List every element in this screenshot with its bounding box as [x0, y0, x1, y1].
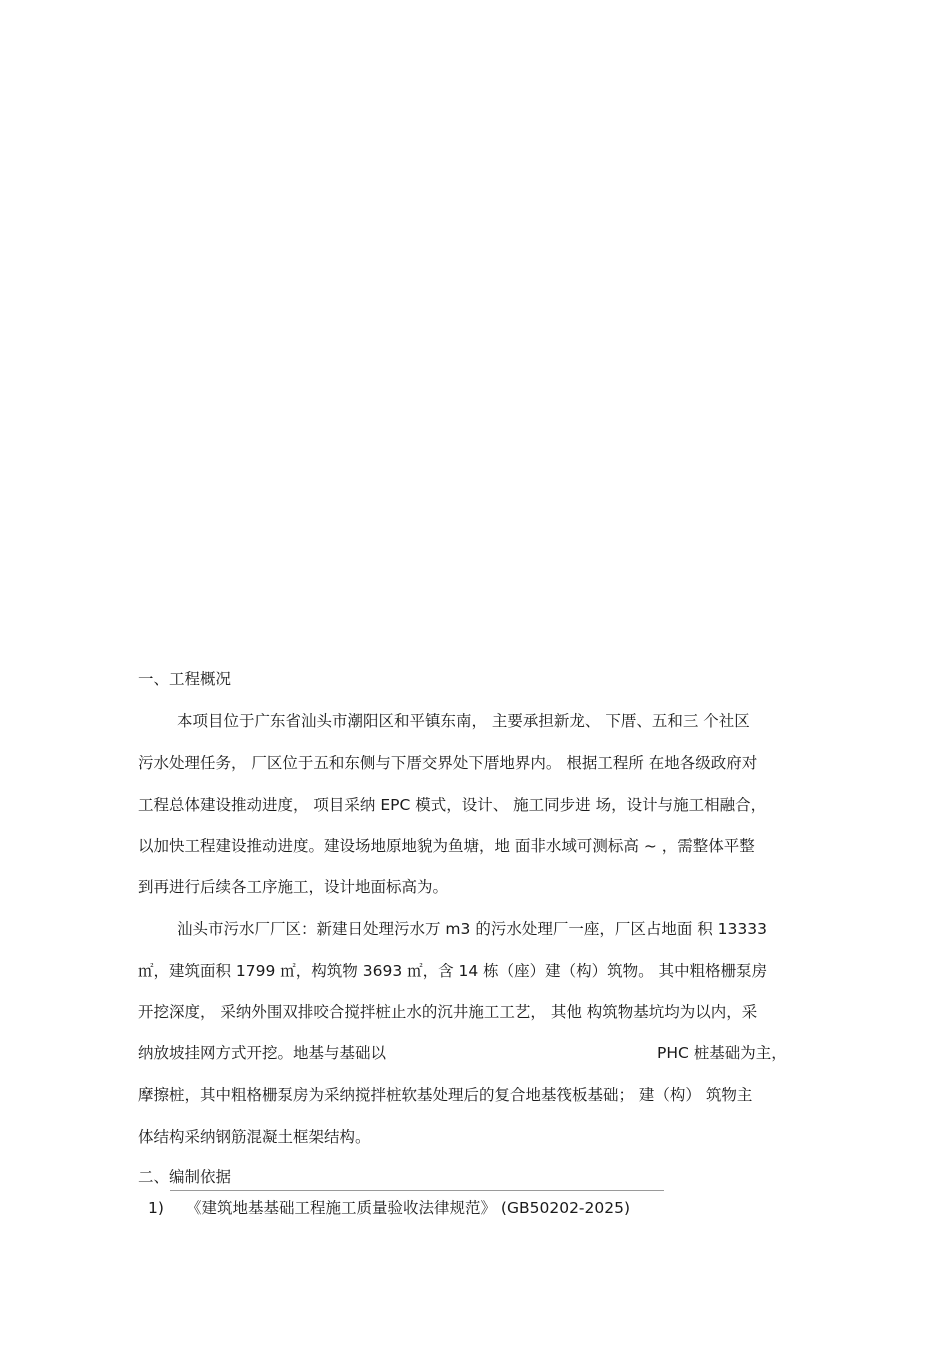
reference-number: 1): [148, 1199, 164, 1217]
section-title-basis: 二、编制依据: [138, 1168, 232, 1186]
paragraph-line: 工程总体建设推动进度， 项目采纳 EPC 模式，设计、 施工同步进 场，设计与施工相融合，: [138, 796, 767, 814]
paragraph-line: 纳放坡挂网方式开挖。地基与基础以: [138, 1044, 387, 1062]
section-title-overview: 一、工程概况: [138, 670, 232, 688]
paragraph-line: 汕头市污水厂厂区：新建日处理污水万 m3 的污水处理厂一座，厂区占地面 积 13333: [177, 920, 767, 938]
paragraph-line: 开挖深度， 采纳外围双排咬合搅拌桩止水的沉井施工工艺， 其他 构筑物基坑均为以内，采: [138, 1003, 758, 1021]
divider: [170, 1190, 664, 1191]
paragraph-line: 摩擦桩，其中粗格栅泵房为采纳搅拌桩软基处理后的复合地基筏板基础； 建（构） 筑物主: [138, 1086, 753, 1104]
reference-text: 《建筑地基基础工程施工质量验收法律规范》 (GB50202-2025): [186, 1199, 631, 1217]
paragraph-line: 到再进行后续各工序施工，设计地面标高为。: [138, 878, 449, 896]
paragraph-line: 体结构采纳钢筋混凝土框架结构。: [138, 1128, 371, 1146]
paragraph-line: 以加快工程建设推动进度。建设场地原地貌为鱼塘，地 面非水域可测标高 ~ ，需整体平整: [138, 837, 755, 855]
paragraph-line: 本项目位于广东省汕头市潮阳区和平镇东南， 主要承担新龙、 下厝、五和三 个社区: [177, 712, 750, 730]
paragraph-fragment-phc: PHC 桩基础为主，: [657, 1044, 787, 1062]
paragraph-line: 污水处理任务， 厂区位于五和东侧与下厝交界处下厝地界内。 根据工程所 在地各级政府对: [138, 754, 758, 772]
paragraph-line: ㎡，建筑面积 1799 ㎡，构筑物 3693 ㎡，含 14 栋（座）建（构）筑物。 其中粗格栅泵房: [138, 962, 768, 980]
